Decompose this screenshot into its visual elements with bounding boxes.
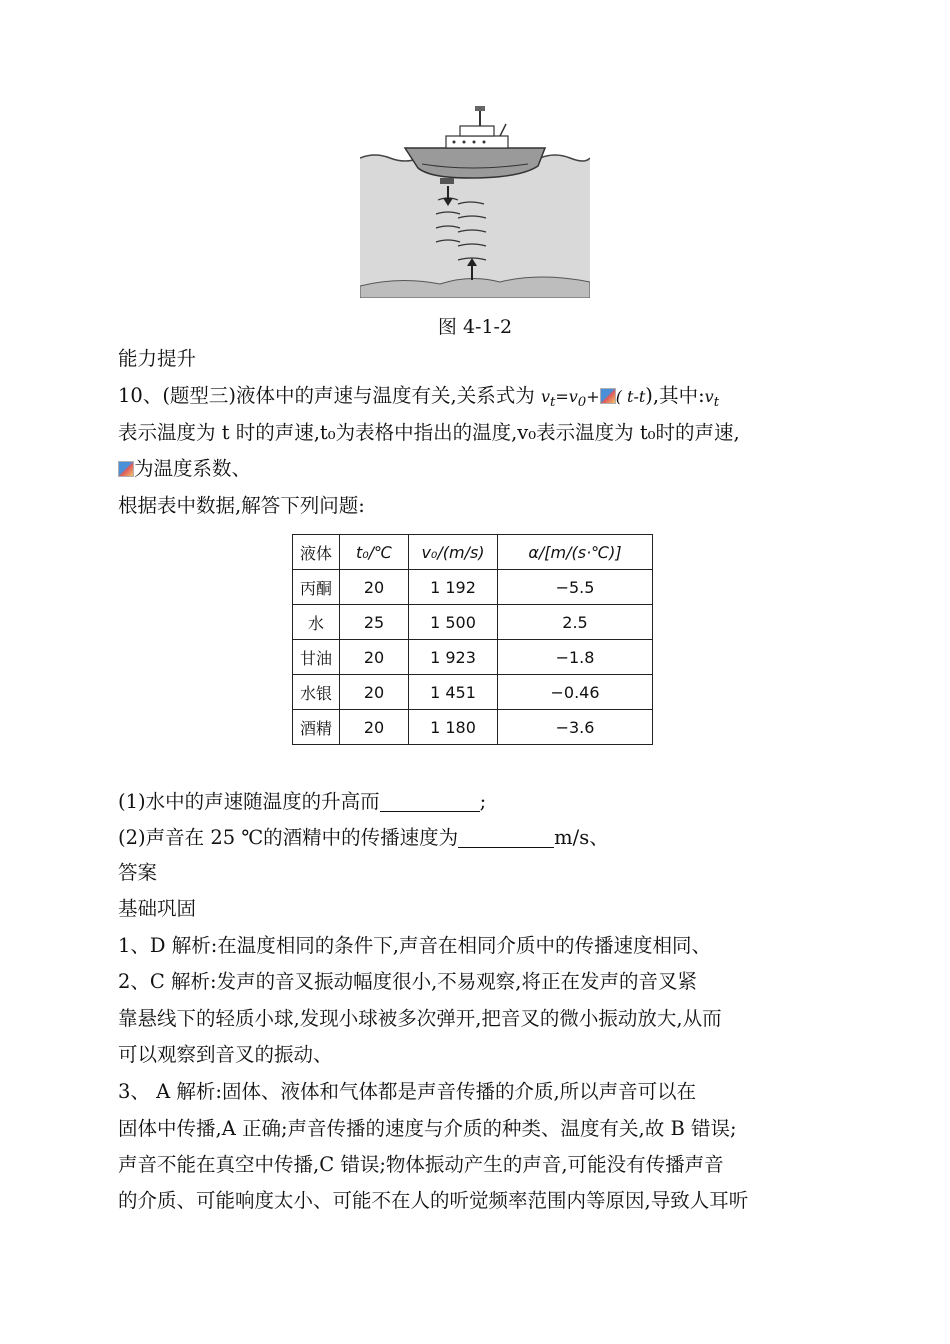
- question-10-intro: 10、(题型三)液体中的声速与温度有关,关系式为: [118, 384, 541, 407]
- table-cell: 20: [340, 710, 409, 745]
- table-cell: 甘油: [293, 640, 340, 675]
- table-cell: −1.8: [498, 640, 653, 675]
- ship-sonar-illustration: [360, 100, 590, 298]
- figure-caption: 图 4-1-2: [437, 316, 513, 338]
- table-cell: 20: [340, 640, 409, 675]
- vt-t-sub: t: [713, 395, 720, 411]
- sub-question-1-end: ;: [479, 790, 487, 813]
- sub-question-1-text: (1)水中的声速随温度的升高而: [118, 790, 380, 813]
- vt-symbol: [704, 387, 720, 411]
- question-10-line-2: 表示温度为 t 时的声速,t₀为表格中指出的温度,v₀表示温度为 t₀时的声速,: [118, 421, 740, 444]
- liquid-sound-speed-table: [292, 534, 653, 745]
- table-header-cell: α/[m/(s·℃)]: [498, 535, 653, 570]
- table-header-cell: v₀/(m/s): [409, 535, 498, 570]
- question-10-line-3: [118, 454, 251, 484]
- table-cell: 20: [340, 570, 409, 605]
- formula-vt: [540, 387, 600, 411]
- answer-2-line-1: 2、C 解析:发声的音叉振动幅度很小,不易观察,将正在发声的音叉紧: [118, 970, 697, 993]
- answer-3-line-4: 的介质、可能响度太小、可能不在人的听觉频率范围内等原因,导致人耳听: [118, 1189, 749, 1212]
- table-row: [293, 570, 653, 605]
- table-header-cell: t₀/℃: [340, 535, 409, 570]
- vt-v: v: [704, 387, 714, 406]
- table-cell: 1 500: [409, 605, 498, 640]
- formula-close: ),其中:: [645, 384, 705, 407]
- question-10-coefficient-text: 为温度系数、: [134, 457, 252, 480]
- table-row: [293, 605, 653, 640]
- section-heading-ability: 能力提升: [118, 347, 197, 370]
- table-header-cell: 液体: [293, 535, 340, 570]
- alpha-symbol-icon: [600, 388, 616, 404]
- answer-3-line-1: 3、 A 解析:固体、液体和气体都是声音传播的介质,所以声音可以在: [118, 1080, 697, 1103]
- table-cell: −5.5: [498, 570, 653, 605]
- table-cell: 丙酮: [293, 570, 340, 605]
- formula-rest: ( t-t: [615, 387, 646, 406]
- answer-3-line-2: 固体中传播,A 正确;声音传播的速度与介质的种类、温度有关,故 B 错误;: [118, 1117, 737, 1140]
- sub-question-1: [118, 787, 486, 817]
- table-cell: 水: [293, 605, 340, 640]
- table-cell: −0.46: [498, 675, 653, 710]
- formula-v: v: [540, 387, 550, 406]
- answer-1: 1、D 解析:在温度相同的条件下,声音在相同介质中的传播速度相同、: [118, 934, 712, 957]
- answers-heading: 答案: [118, 861, 158, 884]
- table-header-row: [293, 535, 653, 570]
- answer-2-line-2: 靠悬线下的轻质小球,发现小球被多次弹开,把音叉的微小振动放大,从而: [118, 1007, 722, 1030]
- formula-eq: =v: [555, 387, 578, 406]
- table-cell: 25: [340, 605, 409, 640]
- question-10-line-4: 根据表中数据,解答下列问题:: [118, 494, 365, 517]
- table-row: [293, 640, 653, 675]
- answers-section-basic: 基础巩固: [118, 897, 197, 920]
- table-cell: 20: [340, 675, 409, 710]
- alpha-symbol-icon: [118, 461, 134, 477]
- table-cell: 1 923: [409, 640, 498, 675]
- table-cell: 酒精: [293, 710, 340, 745]
- table-cell: 2.5: [498, 605, 653, 640]
- formula-0-sub: 0: [577, 395, 587, 411]
- table-cell: 1 192: [409, 570, 498, 605]
- question-10-line-1: [118, 381, 719, 418]
- answer-2-line-3: 可以观察到音叉的振动、: [118, 1043, 333, 1066]
- sub-question-2-text: (2)声音在 25 ℃的酒精中的传播速度为: [118, 826, 459, 849]
- table-cell: −3.6: [498, 710, 653, 745]
- formula-t-sub: t: [549, 395, 556, 411]
- table-row: [293, 675, 653, 710]
- sub-question-2: [118, 823, 609, 853]
- answer-blank-2[interactable]: [458, 825, 554, 848]
- answer-blank-1[interactable]: [380, 789, 480, 812]
- formula-plus: +: [586, 387, 600, 406]
- answer-3-line-3: 声音不能在真空中传播,C 错误;物体振动产生的声音,可能没有传播声音: [118, 1153, 724, 1176]
- table-cell: 1 451: [409, 675, 498, 710]
- table-cell: 1 180: [409, 710, 498, 745]
- table-row: [293, 710, 653, 745]
- sub-question-2-unit: m/s、: [554, 826, 609, 849]
- table-cell: 水银: [293, 675, 340, 710]
